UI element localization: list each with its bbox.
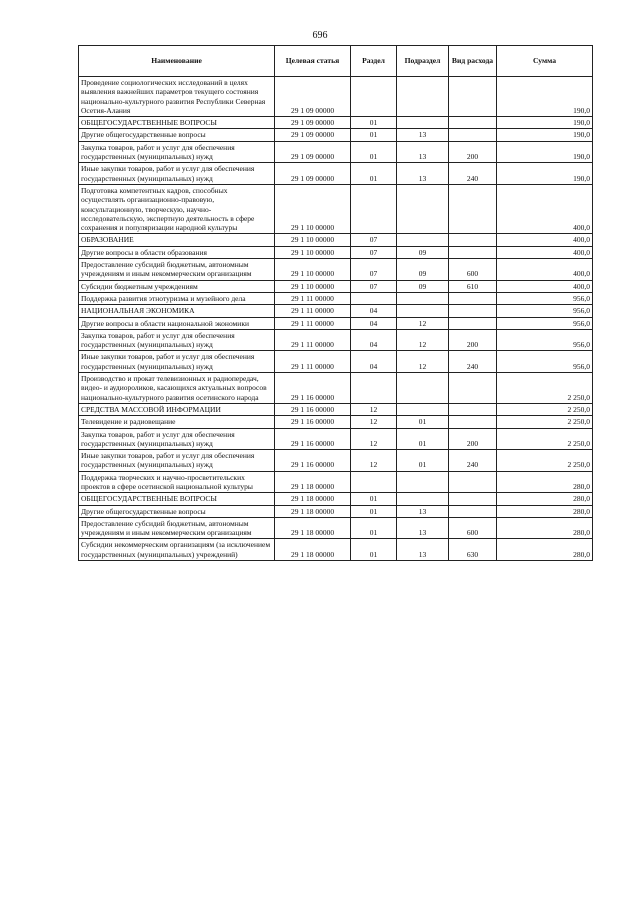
cell-target-article: 29 1 16 00000 — [275, 403, 351, 415]
cell-target-article: 29 1 09 00000 — [275, 163, 351, 185]
cell-podrazdel — [397, 493, 449, 505]
cell-razdel: 12 — [351, 450, 397, 472]
cell-target-article: 29 1 16 00000 — [275, 428, 351, 450]
table-row — [79, 539, 593, 561]
table-row — [79, 305, 593, 317]
cell-target-article: 29 1 11 00000 — [275, 317, 351, 329]
cell-target-article: 29 1 18 00000 — [275, 517, 351, 539]
cell-expense-type: 630 — [449, 539, 497, 561]
table-row — [79, 373, 593, 404]
header-expense-type: Вид расхода — [449, 46, 497, 77]
header-podrazdel: Подраздел — [397, 46, 449, 77]
cell-razdel — [351, 292, 397, 304]
cell-podrazdel: 13 — [397, 539, 449, 561]
table-row — [79, 428, 593, 450]
cell-expense-type — [449, 77, 497, 117]
cell-podrazdel — [397, 471, 449, 493]
cell-sum: 2 250,0 — [497, 450, 593, 472]
table-row — [79, 471, 593, 493]
cell-target-article: 29 1 18 00000 — [275, 471, 351, 493]
cell-sum: 280,0 — [497, 517, 593, 539]
cell-sum: 190,0 — [497, 117, 593, 129]
table-row — [79, 517, 593, 539]
cell-sum: 280,0 — [497, 493, 593, 505]
cell-podrazdel — [397, 77, 449, 117]
cell-podrazdel: 01 — [397, 428, 449, 450]
cell-sum: 400,0 — [497, 280, 593, 292]
cell-expense-type: 200 — [449, 329, 497, 351]
page-number: 696 — [312, 30, 328, 41]
cell-target-article: 29 1 09 00000 — [275, 117, 351, 129]
cell-razdel: 12 — [351, 416, 397, 428]
cell-name: Поддержка творческих и научно-просветительских проектов в сфере осетинской национальной культуры — [79, 471, 275, 493]
cell-podrazdel: 12 — [397, 351, 449, 373]
header-sum: Сумма — [497, 46, 593, 77]
cell-name: Предоставление субсидий бюджетным, автономным учреждениям и иным некоммерческим организациям — [79, 517, 275, 539]
cell-target-article: 29 1 10 00000 — [275, 280, 351, 292]
cell-razdel: 04 — [351, 305, 397, 317]
cell-name: Производство и прокат телевизионных и радиопередач, видео- и аудиороликов, касающихся актуальных вопросов национально-культурного развития осетинского народа — [79, 373, 275, 404]
cell-sum: 190,0 — [497, 141, 593, 163]
cell-expense-type — [449, 505, 497, 517]
cell-expense-type: 200 — [449, 428, 497, 450]
table-row — [79, 351, 593, 373]
cell-target-article: 29 1 09 00000 — [275, 77, 351, 117]
table-row — [79, 329, 593, 351]
cell-name: Закупка товаров, работ и услуг для обеспечения государственных (муниципальных) нужд — [79, 329, 275, 351]
cell-target-article: 29 1 16 00000 — [275, 450, 351, 472]
table-row — [79, 246, 593, 258]
cell-expense-type — [449, 373, 497, 404]
cell-podrazdel: 09 — [397, 246, 449, 258]
cell-razdel — [351, 471, 397, 493]
cell-target-article: 29 1 10 00000 — [275, 246, 351, 258]
cell-name: НАЦИОНАЛЬНАЯ ЭКОНОМИКА — [79, 305, 275, 317]
cell-name: Субсидии некоммерческим организациям (за исключением государственных (муниципальных) учреждений) — [79, 539, 275, 561]
cell-razdel: 01 — [351, 141, 397, 163]
table-row — [79, 117, 593, 129]
cell-razdel: 12 — [351, 403, 397, 415]
cell-target-article: 29 1 11 00000 — [275, 305, 351, 317]
cell-name: Иные закупки товаров, работ и услуг для обеспечения государственных (муниципальных) нужд — [79, 163, 275, 185]
cell-podrazdel: 13 — [397, 163, 449, 185]
cell-expense-type — [449, 246, 497, 258]
cell-target-article: 29 1 18 00000 — [275, 505, 351, 517]
cell-name: Проведение социологических исследований в целях выявления важнейших параметров текущего состояния национально-культурного развития Республики Северная Осетия-Алания — [79, 77, 275, 117]
table-body — [79, 77, 593, 561]
table-row — [79, 141, 593, 163]
cell-sum: 2 250,0 — [497, 373, 593, 404]
cell-expense-type: 240 — [449, 351, 497, 373]
cell-name: Иные закупки товаров, работ и услуг для обеспечения государственных (муниципальных) нужд — [79, 450, 275, 472]
cell-name: Подготовка компетентных кадров, способных осуществлять организационно-правовую, консультационную, творческую, научно-исследовательскую, экспертную деятельность в сфере сохранения и популяризации народной культуры — [79, 184, 275, 233]
cell-expense-type — [449, 471, 497, 493]
cell-razdel: 01 — [351, 505, 397, 517]
cell-razdel: 07 — [351, 246, 397, 258]
cell-name: ОБРАЗОВАНИЕ — [79, 234, 275, 246]
cell-podrazdel: 13 — [397, 141, 449, 163]
cell-podrazdel: 12 — [397, 317, 449, 329]
cell-podrazdel — [397, 117, 449, 129]
table-row — [79, 234, 593, 246]
cell-name: Другие общегосударственные вопросы — [79, 505, 275, 517]
cell-target-article: 29 1 11 00000 — [275, 351, 351, 373]
cell-target-article: 29 1 11 00000 — [275, 329, 351, 351]
cell-target-article: 29 1 18 00000 — [275, 539, 351, 561]
cell-sum: 956,0 — [497, 329, 593, 351]
cell-expense-type — [449, 493, 497, 505]
cell-expense-type — [449, 292, 497, 304]
cell-podrazdel: 01 — [397, 416, 449, 428]
cell-target-article: 29 1 16 00000 — [275, 373, 351, 404]
cell-podrazdel — [397, 305, 449, 317]
cell-target-article: 29 1 11 00000 — [275, 292, 351, 304]
cell-name: Предоставление субсидий бюджетным, автономным учреждениям и иным некоммерческим организациям — [79, 259, 275, 281]
cell-razdel — [351, 77, 397, 117]
cell-sum: 190,0 — [497, 77, 593, 117]
cell-razdel: 01 — [351, 517, 397, 539]
cell-expense-type — [449, 317, 497, 329]
cell-target-article: 29 1 09 00000 — [275, 141, 351, 163]
cell-target-article: 29 1 10 00000 — [275, 234, 351, 246]
cell-sum: 190,0 — [497, 163, 593, 185]
cell-podrazdel — [397, 184, 449, 233]
cell-razdel: 07 — [351, 280, 397, 292]
table-row — [79, 184, 593, 233]
cell-razdel: 01 — [351, 493, 397, 505]
cell-name: Иные закупки товаров, работ и услуг для обеспечения государственных (муниципальных) нужд — [79, 351, 275, 373]
cell-target-article: 29 1 18 00000 — [275, 493, 351, 505]
table-row — [79, 129, 593, 141]
cell-podrazdel: 09 — [397, 280, 449, 292]
cell-name: Закупка товаров, работ и услуг для обеспечения государственных (муниципальных) нужд — [79, 428, 275, 450]
cell-name: Другие общегосударственные вопросы — [79, 129, 275, 141]
cell-razdel: 01 — [351, 129, 397, 141]
cell-razdel: 04 — [351, 329, 397, 351]
cell-expense-type: 600 — [449, 259, 497, 281]
cell-name: Другие вопросы в области национальной экономики — [79, 317, 275, 329]
table-header — [79, 46, 593, 77]
cell-sum: 956,0 — [497, 292, 593, 304]
cell-podrazdel: 12 — [397, 329, 449, 351]
cell-expense-type — [449, 117, 497, 129]
table-row — [79, 403, 593, 415]
cell-sum: 956,0 — [497, 305, 593, 317]
cell-expense-type — [449, 403, 497, 415]
table-row — [79, 163, 593, 185]
cell-razdel: 04 — [351, 317, 397, 329]
header-target-article: Целевая статья — [275, 46, 351, 77]
cell-target-article: 29 1 10 00000 — [275, 184, 351, 233]
cell-sum: 956,0 — [497, 317, 593, 329]
table-row — [79, 77, 593, 117]
cell-sum: 280,0 — [497, 471, 593, 493]
cell-target-article: 29 1 10 00000 — [275, 259, 351, 281]
cell-name: Субсидии бюджетным учреждениям — [79, 280, 275, 292]
cell-sum: 400,0 — [497, 234, 593, 246]
table-row — [79, 280, 593, 292]
table-row — [79, 292, 593, 304]
cell-podrazdel — [397, 373, 449, 404]
cell-podrazdel: 13 — [397, 517, 449, 539]
cell-podrazdel — [397, 292, 449, 304]
cell-razdel: 04 — [351, 351, 397, 373]
table-row — [79, 505, 593, 517]
cell-sum: 190,0 — [497, 129, 593, 141]
budget-table — [78, 45, 593, 561]
cell-expense-type: 240 — [449, 163, 497, 185]
cell-name: ОБЩЕГОСУДАРСТВЕННЫЕ ВОПРОСЫ — [79, 117, 275, 129]
table-row — [79, 259, 593, 281]
cell-sum: 400,0 — [497, 246, 593, 258]
cell-expense-type: 610 — [449, 280, 497, 292]
cell-razdel: 07 — [351, 259, 397, 281]
cell-sum: 280,0 — [497, 505, 593, 517]
cell-podrazdel — [397, 403, 449, 415]
cell-name: СРЕДСТВА МАССОВОЙ ИНФОРМАЦИИ — [79, 403, 275, 415]
cell-expense-type: 240 — [449, 450, 497, 472]
cell-podrazdel: 13 — [397, 505, 449, 517]
cell-razdel: 01 — [351, 117, 397, 129]
cell-expense-type: 200 — [449, 141, 497, 163]
cell-expense-type — [449, 305, 497, 317]
table-row — [79, 450, 593, 472]
cell-name: Закупка товаров, работ и услуг для обеспечения государственных (муниципальных) нужд — [79, 141, 275, 163]
header-razdel: Раздел — [351, 46, 397, 77]
cell-target-article: 29 1 09 00000 — [275, 129, 351, 141]
cell-sum: 400,0 — [497, 184, 593, 233]
cell-razdel: 07 — [351, 234, 397, 246]
cell-name: Другие вопросы в области образования — [79, 246, 275, 258]
cell-razdel: 01 — [351, 539, 397, 561]
cell-podrazdel: 13 — [397, 129, 449, 141]
cell-expense-type — [449, 416, 497, 428]
cell-sum: 2 250,0 — [497, 428, 593, 450]
cell-podrazdel: 01 — [397, 450, 449, 472]
cell-sum: 2 250,0 — [497, 403, 593, 415]
cell-target-article: 29 1 16 00000 — [275, 416, 351, 428]
cell-expense-type — [449, 129, 497, 141]
cell-podrazdel — [397, 234, 449, 246]
cell-razdel — [351, 373, 397, 404]
table-row — [79, 317, 593, 329]
cell-expense-type: 600 — [449, 517, 497, 539]
cell-razdel: 12 — [351, 428, 397, 450]
cell-sum: 956,0 — [497, 351, 593, 373]
cell-name: Телевидение и радиовещание — [79, 416, 275, 428]
cell-name: ОБЩЕГОСУДАРСТВЕННЫЕ ВОПРОСЫ — [79, 493, 275, 505]
cell-sum: 280,0 — [497, 539, 593, 561]
cell-podrazdel: 09 — [397, 259, 449, 281]
cell-expense-type — [449, 234, 497, 246]
cell-sum: 400,0 — [497, 259, 593, 281]
header-name: Наименование — [79, 46, 275, 77]
cell-name: Поддержка развития этнотуризма и музейного дела — [79, 292, 275, 304]
cell-sum: 2 250,0 — [497, 416, 593, 428]
table-row — [79, 493, 593, 505]
cell-razdel: 01 — [351, 163, 397, 185]
cell-razdel — [351, 184, 397, 233]
cell-expense-type — [449, 184, 497, 233]
table-row — [79, 416, 593, 428]
